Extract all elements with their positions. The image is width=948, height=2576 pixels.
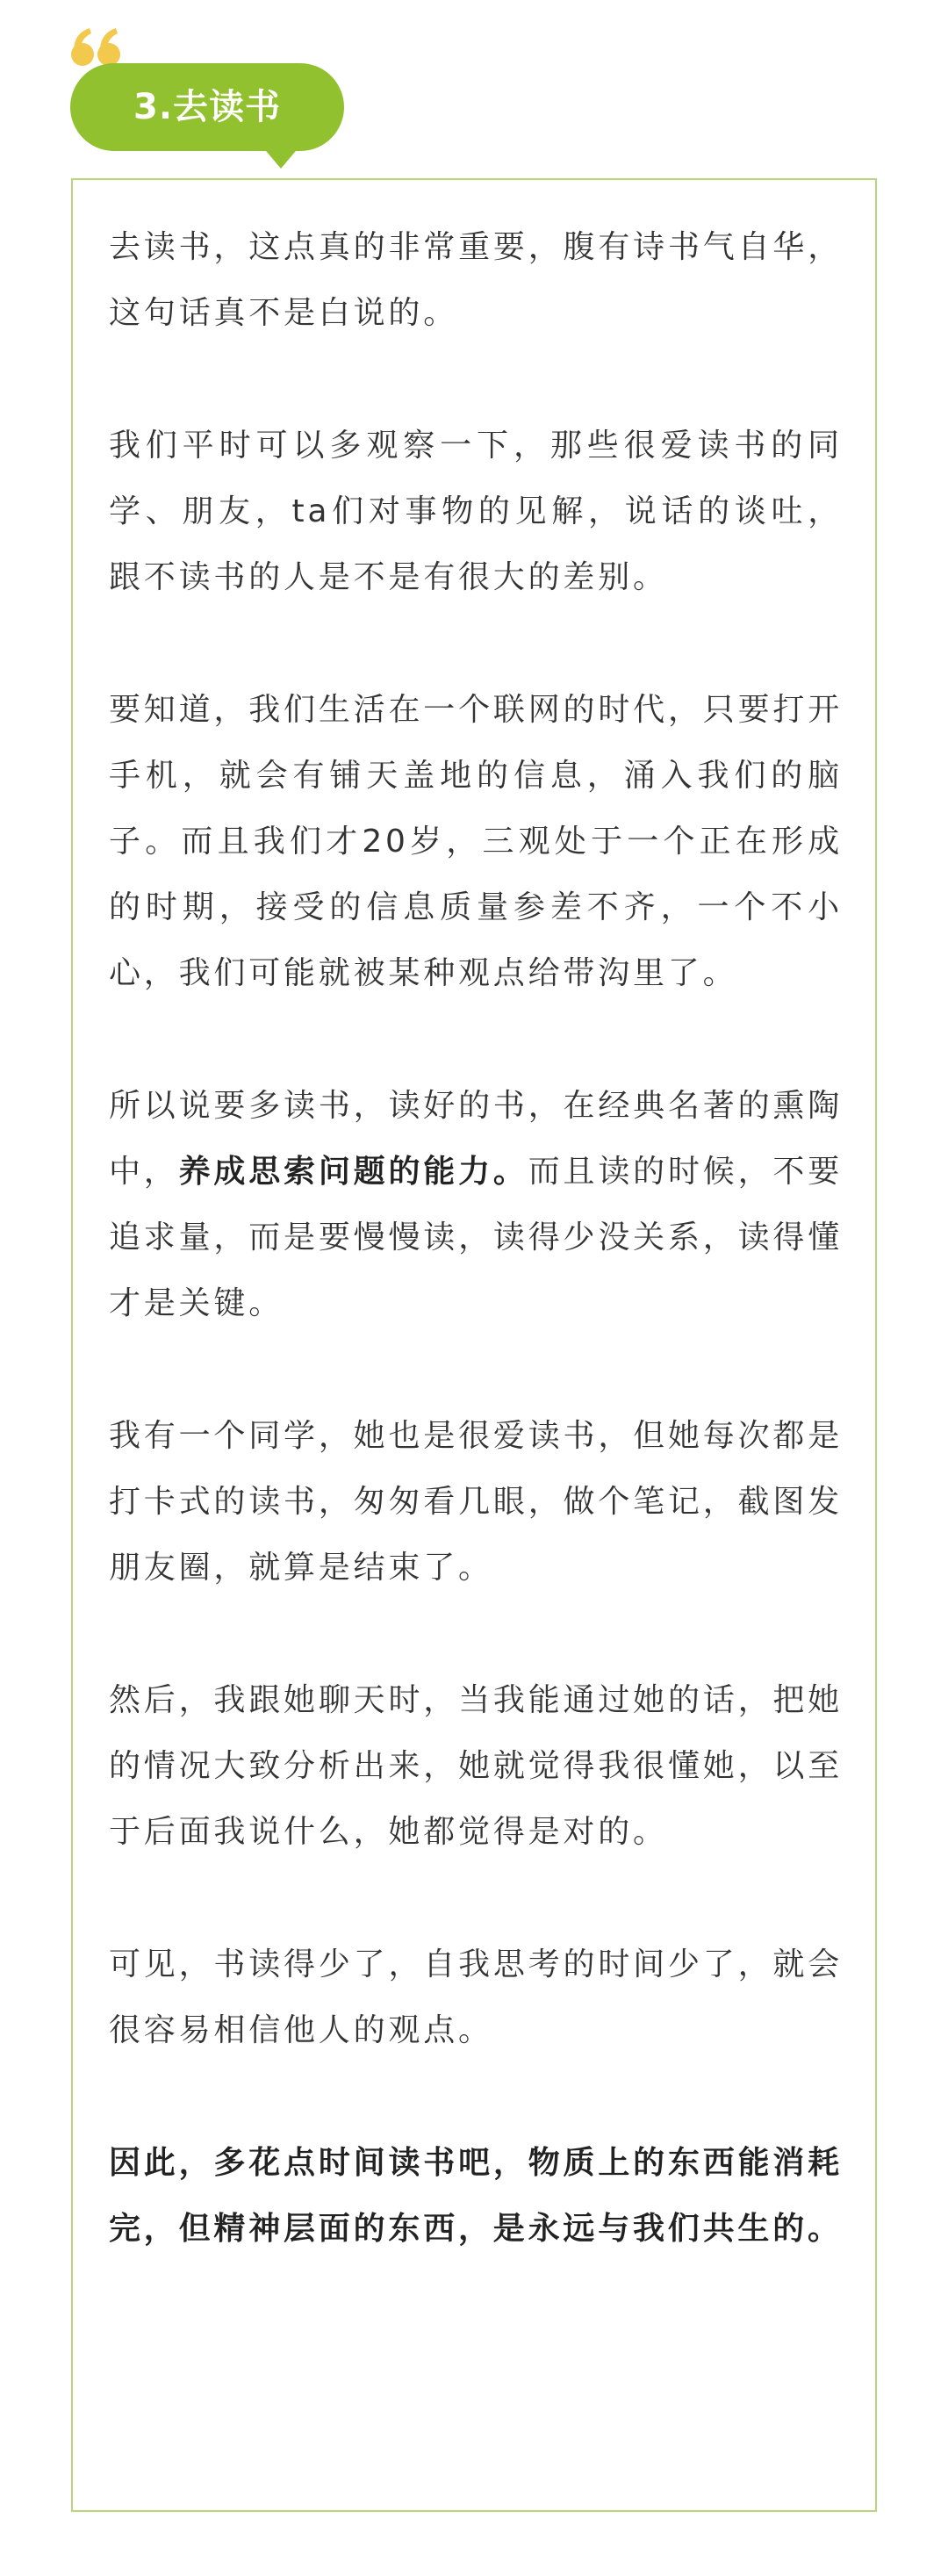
paragraph-6: 然后，我跟她聊天时，当我能通过她的话，把她的情况大致分析出来，她就觉得我很懂她，以至于后面我说什么，她都觉得是对的。 [109,1682,843,1850]
paragraph-7: 可见，书读得少了，自我思考的时间少了，就会很容易相信他人的观点。 [109,1946,843,2048]
paragraph-5: 我有一个同学，她也是很爱读书，但她每次都是打卡式的读书，匆匆看几眼，做个笔记，截图发朋友圈，就算是结束了。 [109,1418,843,1586]
paragraph-4-text-end: 而且读的时候，不要追求量，而是要慢慢读，读得少没关系，读得懂才是关键。 [109,1154,843,1321]
paragraph-4 [109,1073,843,1336]
paragraph-8-bold: 多花点时间读书吧，物质上的东西能消耗完，但精神层面的东西，是永远与我们共生的。 [109,2145,843,2247]
section-title: 3.去读书 [70,63,344,151]
article-body [109,214,843,2328]
paragraph-8-text-start: 因此， [109,2145,214,2181]
paragraph-8 [109,2130,843,2262]
paragraph-3: 要知道，我们生活在一个联网的时代，只要打开手机，就会有铺天盖地的信息，涌入我们的脑子。而且我们才20岁，三观处于一个正在形成的时期，接受的信息质量参差不齐，一个不小心，我们可能就被某种观点给带沟里了。 [109,692,843,991]
paragraph-4-bold: 养成思索问题的能力。 [178,1154,528,1190]
title-pill-tail [262,146,300,169]
paragraph-4-text-start: 所以说要多读书，读好的书，在经典名著的熏陶中， [109,1088,843,1190]
paragraph-2: 我们平时可以多观察一下，那些很爱读书的同学、朋友，ta们对事物的见解，说话的谈吐，跟不读书的人是不是有很大的差别。 [109,428,843,595]
paragraph-1: 去读书，这点真的非常重要，腹有诗书气自华，这句话真不是白说的。 [109,229,843,331]
